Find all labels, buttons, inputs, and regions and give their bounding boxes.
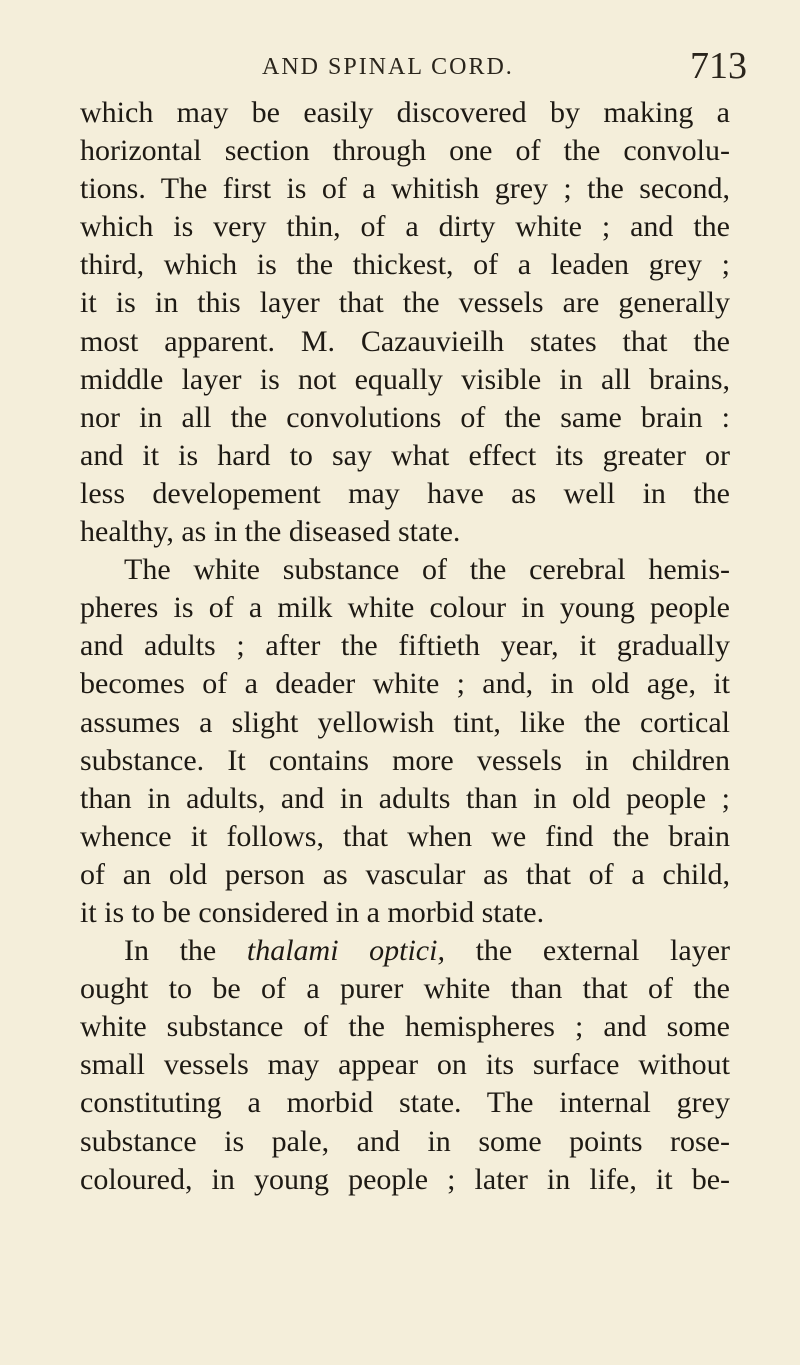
text-line: it is in this layer that the vessels are generally: [80, 286, 730, 320]
text-line: which may be easily discovered by making a: [80, 96, 730, 129]
text-line: whence it follows, that when we find the brain: [80, 819, 730, 853]
text-line: white substance of the hemispheres ; and some: [80, 1010, 730, 1044]
paragraph: [80, 551, 730, 932]
text-line: The white substance of the cerebral hemis-: [124, 553, 730, 587]
page-number: 713: [690, 45, 747, 87]
text-line: less developement may have as well in the: [80, 476, 730, 510]
running-head: AND SPINAL CORD.: [262, 54, 514, 80]
text-line: substance is pale, and in some points rose-: [80, 1124, 730, 1158]
text-line: most apparent. M. Cazauvieilh states that the: [80, 324, 730, 358]
text-line: coloured, in young people ; later in life, it be-: [80, 1162, 730, 1196]
text-line: middle layer is not equally visible in all brains,: [80, 362, 730, 396]
text-line: and it is hard to say what effect its greater or: [80, 438, 730, 472]
page-header: [0, 44, 800, 87]
text-line: healthy, as in the diseased state.: [80, 515, 461, 549]
text-run: the external layer: [444, 934, 731, 968]
text-line: constituting a morbid state. The internal grey: [80, 1086, 730, 1120]
italic-term: thalami optici,: [246, 934, 445, 968]
text-line: small vessels may appear on its surface without: [80, 1048, 730, 1082]
text-line: nor in all the convolutions of the same brain :: [80, 400, 730, 434]
paragraph: [80, 932, 730, 1199]
text-line: horizontal section through one of the convolu-: [80, 134, 730, 168]
paragraph: [80, 94, 730, 551]
text-line: than in adults, and in adults than in old people ;: [80, 781, 730, 815]
text-line: it is to be considered in a morbid state.: [80, 895, 545, 929]
text-line: which is very thin, of a dirty white ; and the: [80, 210, 730, 244]
body-text: [80, 94, 730, 1199]
text-line: ought to be of a purer white than that of the: [80, 972, 730, 1006]
text-line: assumes a slight yellowish tint, like the cortical: [80, 705, 730, 739]
text-line: pheres is of a milk white colour in young people: [80, 591, 730, 625]
text-run: In the: [124, 934, 247, 968]
text-line: tions. The first is of a whitish grey ; the second,: [80, 172, 730, 206]
text-line: substance. It contains more vessels in children: [80, 743, 730, 777]
text-line: third, which is the thickest, of a leaden grey ;: [80, 248, 730, 282]
text-line: becomes of a deader white ; and, in old age, it: [80, 667, 730, 701]
text-line: [80, 932, 730, 970]
text-line: of an old person as vascular as that of a child,: [80, 857, 730, 891]
text-line: and adults ; after the fiftieth year, it gradually: [80, 629, 730, 663]
